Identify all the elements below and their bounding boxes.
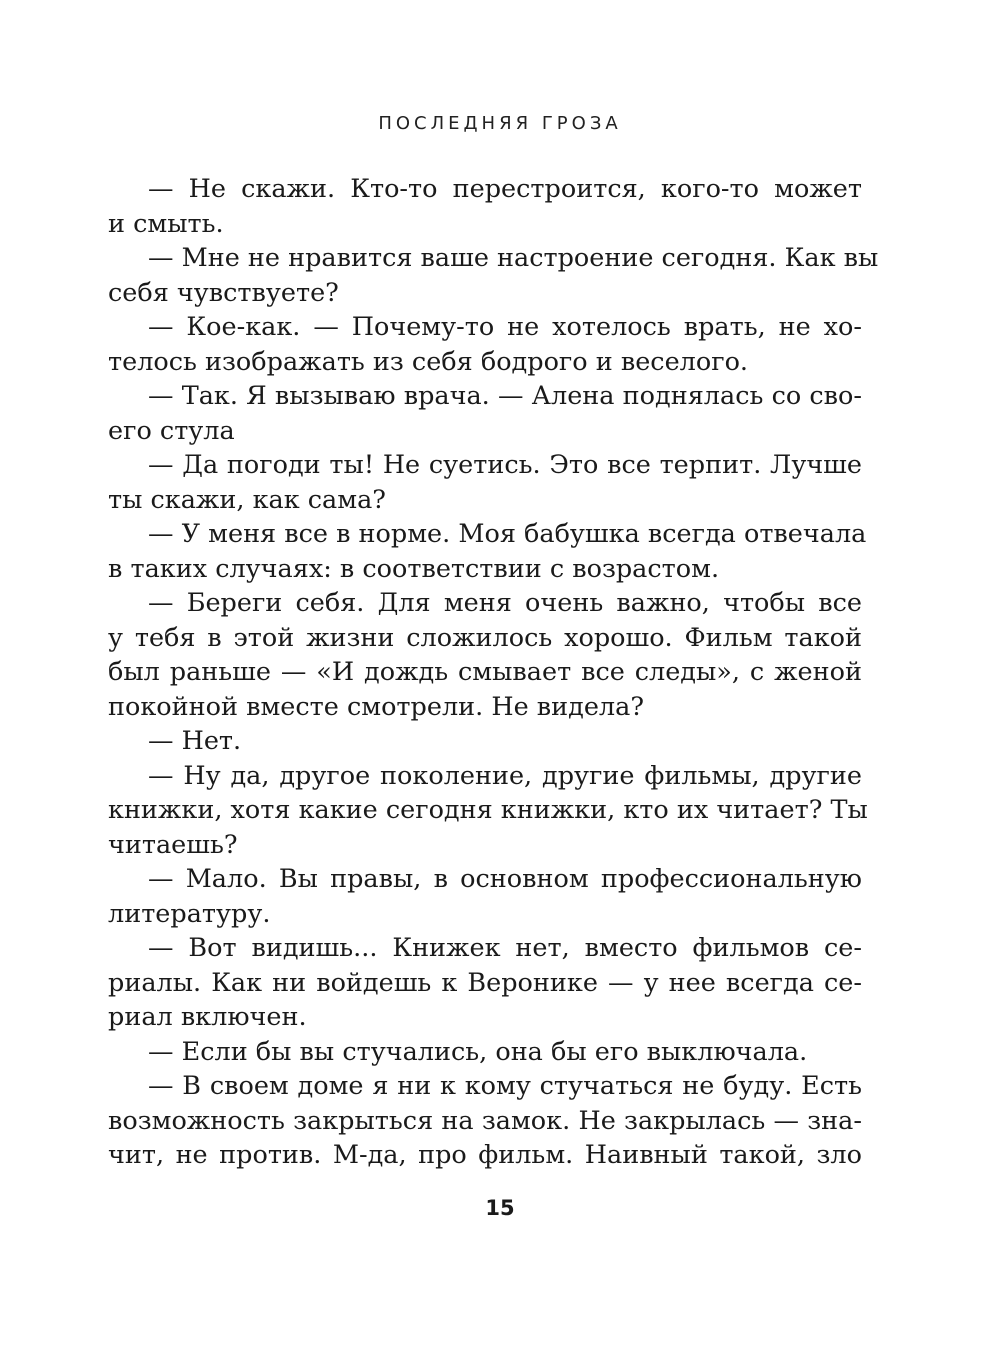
text-line: был раньше — «И дождь смывает все следы», с женой [108, 657, 862, 687]
book-text-body [108, 172, 879, 1173]
text-line: — Мне не нравится ваше настроение сегодня. Как вы [148, 243, 879, 273]
text-line: его стула [108, 415, 235, 446]
text-line: — В своем доме я ни к кому стучаться не буду. Есть [148, 1071, 862, 1101]
text-line: — Кое-как. — Почему-то не хотелось врать, не хо- [148, 312, 862, 342]
text-line: — Нет. [148, 726, 242, 756]
text-line: риал включен. [108, 1002, 307, 1032]
text-line: — Вот видишь... Книжек нет, вместо фильмов се- [148, 933, 862, 963]
text-line: себя чувствуете? [108, 277, 339, 308]
page-number: 15 [485, 1196, 515, 1220]
text-line: чит, не против. М-да, про фильм. Наивный такой, зло [108, 1140, 862, 1170]
text-line: — Да погоди ты! Не суетись. Это все терпит. Лучше [148, 450, 862, 480]
text-line: книжки, хотя какие сегодня книжки, кто их читает? Ты [108, 795, 868, 825]
text-line: — Береги себя. Для меня очень важно, чтобы все [148, 588, 862, 618]
running-header-title: ПОСЛЕДНЯЯ ГРОЗА [378, 113, 622, 134]
text-line: телось изображать из себя бодрого и веселого. [108, 346, 749, 377]
text-line: читаешь? [108, 829, 238, 860]
text-line: и смыть. [108, 208, 224, 239]
text-line: возможность закрыться на замок. Не закрылась — зна- [108, 1105, 862, 1136]
text-line: у тебя в этой жизни сложилось хорошо. Фильм такой [108, 622, 862, 653]
text-line: — Ну да, другое поколение, другие фильмы, другие [148, 760, 862, 791]
text-line: — У меня все в норме. Моя бабушка всегда отвечала [148, 519, 867, 549]
text-line: — Если бы вы стучались, она бы его выключала. [148, 1036, 808, 1067]
text-line: — Не скажи. Кто-то перестроится, кого-то может [148, 174, 862, 204]
text-line: ты скажи, как сама? [108, 484, 386, 515]
text-line: покойной вместе смотрели. Не видела? [108, 691, 644, 722]
text-line: — Так. Я вызываю врача. — Алена поднялась со сво- [148, 381, 862, 411]
text-line: риалы. Как ни войдешь к Веронике — у нее всегда се- [108, 967, 862, 998]
text-line: в таких случаях: в соответствии с возрастом. [108, 553, 720, 584]
text-line: литературу. [108, 898, 271, 929]
text-line: — Мало. Вы правы, в основном профессиональную [148, 864, 862, 894]
